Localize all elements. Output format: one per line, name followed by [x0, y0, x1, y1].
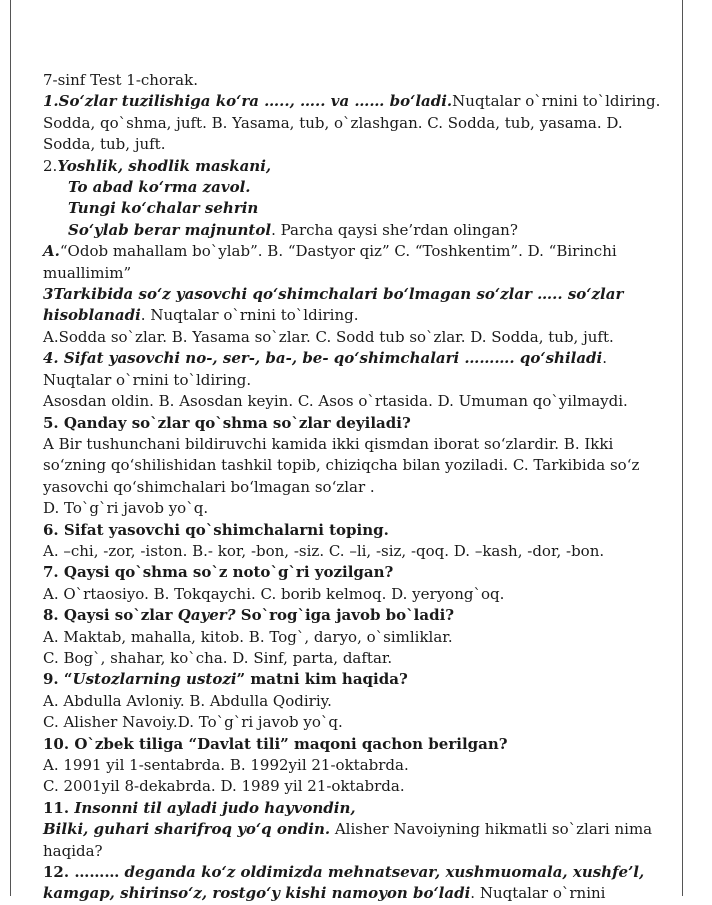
- question-7-title: 7. Qaysi qo`shma so`z noto`g`ri yozilgan?: [43, 563, 394, 582]
- question-9-title-end: ” matni kim haqida?: [236, 670, 408, 689]
- question-8-title-italic: Qayer?: [177, 606, 236, 625]
- question-6-title: 6. Sifat yasovchi qo`shimchalarni toping.: [43, 520, 389, 539]
- question-10-title: 10. O`zbek tiliga “Davlat tili” maqoni qachon berilgan?: [43, 734, 508, 753]
- question-8-options-line-1: A. Maktab, mahalla, kitob. B. Tog`, daryo, o`simliklar.: [43, 627, 453, 646]
- question-4: [43, 348, 677, 391]
- question-1-title: 1.So‘zlar tuzilishiga ko‘ra ….., ….. va …… bo‘ladi.: [43, 92, 453, 111]
- poem-line-1: Yoshlik, shodlik maskani,: [57, 156, 272, 175]
- question-4-instruction: . Nuqtalar o`rnini to`ldiring.: [43, 349, 608, 389]
- question-2-question: . Parcha qaysi she’rdan olingan?: [271, 220, 518, 239]
- question-9-title: [43, 669, 677, 690]
- question-2-number: 2.: [43, 156, 58, 175]
- poem-line-3: Tungi ko‘chalar sehrin: [68, 199, 259, 218]
- question-8-options-line-2: C. Bog`, shahar, ko`cha. D. Sinf, parta, daftar.: [43, 648, 393, 667]
- question-1-instruction: Nuqtalar o`rnini to`ldiring.: [452, 92, 661, 111]
- page-edge-left: [10, 0, 11, 896]
- question-2-option-a-letter: A.: [43, 242, 60, 261]
- question-3-title: 3Tarkibida so‘z yasovchi qo‘shimchalari bo‘lmagan so‘zlar ….. so‘zlar hisoblanadi: [43, 285, 624, 325]
- question-1-options: Sodda, qo`shma, juft. B. Yasama, tub, o`zlashgan. C. Sodda, tub, yasama. D. Sodda, tub, juft.: [43, 113, 623, 154]
- question-11-question: Alisher Navoiyning hikmatli so`zlari nima haqida?: [43, 820, 653, 860]
- test-document: [43, 70, 677, 905]
- question-5-title: 5. Qanday so`zlar qo`shma so`zlar deyiladi?: [43, 413, 411, 432]
- question-5-options: A Bir tushunchani bildiruvchi kamida ikki qismdan iborat so‘zlardir. B. Ikki so‘zning qo‘shilishidan tashkil topib, chiziqcha bilan yoziladi. C. Tarkibida so‘z yasovchi qo‘shimchalari bo‘lmagan so‘zlar .: [43, 434, 640, 496]
- question-4-options: Asosdan oldin. B. Asosdan keyin. C. Asos o`rtasida. D. Umuman qo`yilmaydi.: [43, 392, 628, 411]
- question-1: [43, 91, 677, 112]
- page-edge-right: [682, 0, 683, 896]
- question-12-text: deganda ko‘z oldimizda mehnatsevar, xushmuomala, xushfe’l, kamgap, shirinso‘z, rostgo‘y kishi namoyon bo‘ladi: [43, 863, 645, 903]
- question-2-options-text: “Odob mahallam bo`ylab”. B. “Dastyor qiz” C. “Toshkentim”. D. “Birinchi muallimim”: [43, 242, 617, 282]
- question-8-title: [43, 605, 677, 626]
- question-11-number: 11.: [43, 798, 75, 817]
- question-7-options: A. O`rtaosiyo. B. Tokqaychi. C. borib kelmoq. D. yeryong`oq.: [43, 584, 505, 603]
- question-3-instruction: . Nuqtalar o`rnini to`ldiring.: [140, 306, 359, 325]
- question-9-title-start: 9. “: [43, 670, 73, 689]
- question-5-option-d: D. To`g`ri javob yo`q.: [43, 499, 209, 518]
- question-9-title-italic: Ustozlarning ustozi: [72, 670, 237, 689]
- question-11-verse-1: Insonni til ayladi judo hayvondin,: [74, 798, 356, 817]
- question-11-verse-2: Bilki, guhari sharifroq yo‘q ondin.: [43, 820, 331, 839]
- question-2-options: [43, 241, 677, 284]
- poem-line-2: To abad ko‘rma zavol.: [68, 178, 251, 197]
- question-10-options-line-2: C. 2001yil 8-dekabrda. D. 1989 yil 21-oktabrda.: [43, 777, 405, 796]
- question-3: [43, 284, 677, 327]
- question-12: [43, 862, 677, 905]
- question-11: [43, 798, 677, 819]
- question-9-options-line-2: C. Alisher Navoiy.D. To`g`ri javob yo`q.: [43, 713, 343, 732]
- question-8-title-end: So`rog`iga javob bo`ladi?: [235, 606, 455, 625]
- question-6-options: A. –chi, -zor, -iston. B.- kor, -bon, -siz. C. –li, -siz, -qoq. D. –kash, -dor, -bon.: [43, 541, 605, 560]
- question-12-number: 12. ………: [43, 863, 120, 882]
- question-10-options-line-1: A. 1991 yil 1-sentabrda. B. 1992yil 21-oktabrda.: [43, 756, 409, 774]
- question-8-title-start: 8. Qaysi so`zlar: [43, 606, 178, 625]
- question-2: [43, 156, 677, 177]
- poem-line-4: [43, 220, 677, 241]
- question-4-title: 4. Sifat yasovchi no-, ser-, ba-, be- qo‘shimchalari ………. qo‘shiladi: [43, 349, 603, 368]
- question-12-instruction: . Nuqtalar o`rnini: [470, 884, 606, 903]
- question-9-options-line-1: A. Abdulla Avloniy. B. Abdulla Qodiriy.: [43, 691, 332, 710]
- poem-line-4-text: So‘ylab berar majnuntol: [68, 220, 272, 239]
- document-header: 7-sinf Test 1-chorak.: [43, 71, 198, 89]
- question-3-options: A.Sodda so`zlar. B. Yasama so`zlar. C. Sodd tub so`zlar. D. Sodda, tub, juft.: [43, 327, 614, 346]
- question-11-continued: [43, 819, 677, 862]
